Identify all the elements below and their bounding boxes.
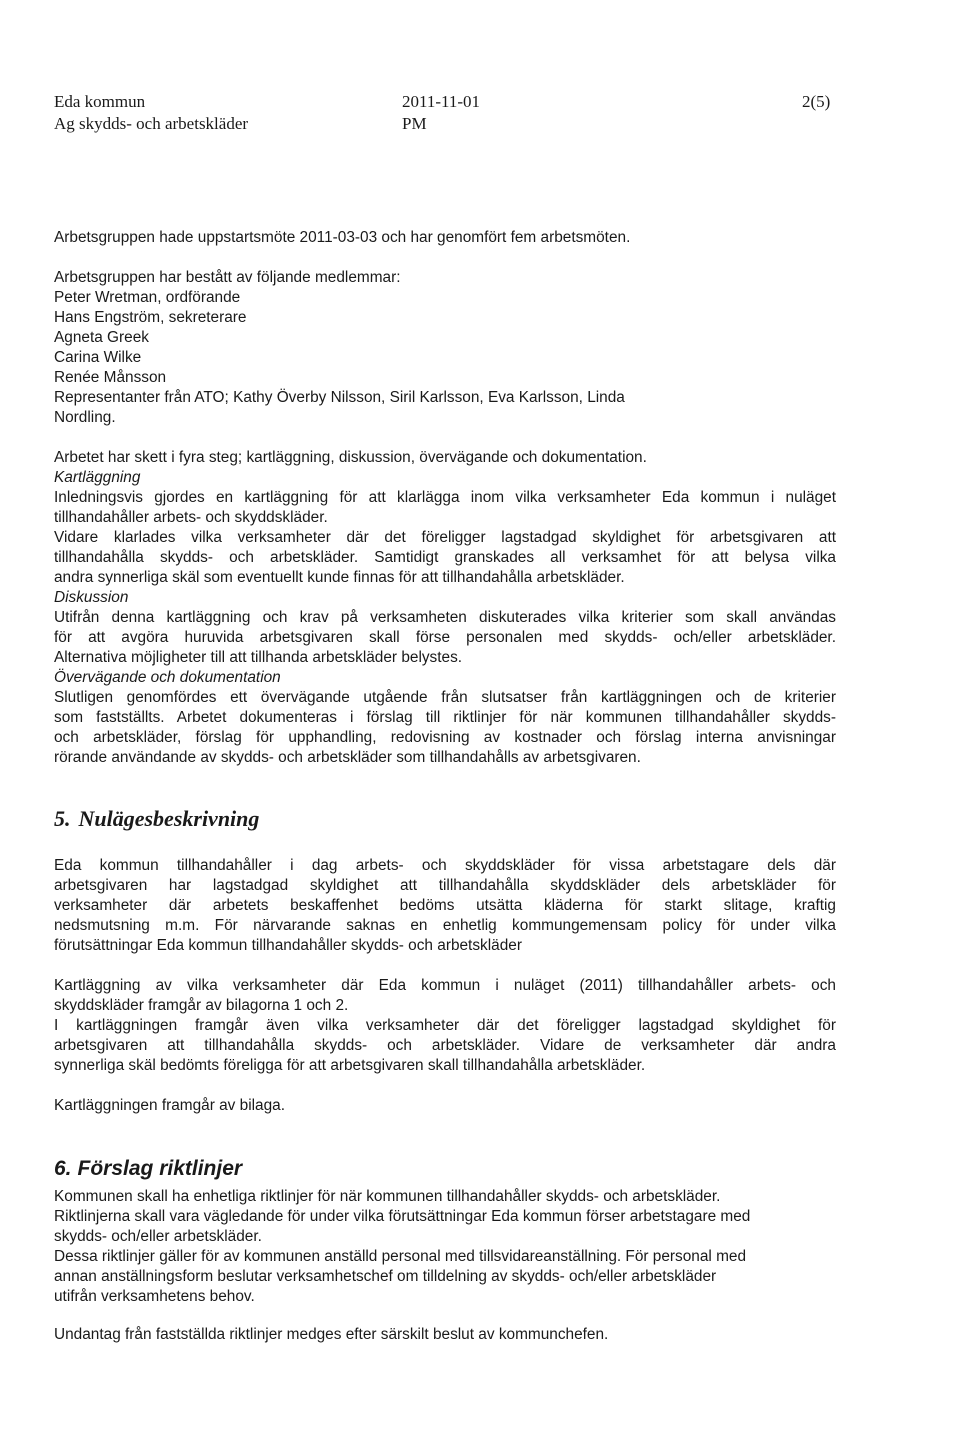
header-doc-type: PM: [402, 114, 427, 133]
member-item: Peter Wretman, ordförande: [54, 289, 241, 306]
subheading-kartlaggning: Kartläggning: [54, 469, 141, 486]
text-line: Riktlinjerna skall vara vägledande för under vilka förutsättningar Eda kommun förser arbetstagare med: [54, 1208, 751, 1225]
member-item: Carina Wilke: [54, 349, 142, 366]
text-line: tillhandahåller arbets- och skyddskläder.: [54, 509, 328, 526]
text-line: I kartläggningen framgår även vilka verksamheter där det föreligger lagstadgad skyldighet för: [54, 1017, 836, 1034]
text-line: Dessa riktlinjer gäller för av kommunen anställd personal med tillsvidareanställning. För personal med: [54, 1248, 747, 1265]
text-line: verksamheter där arbetets beskaffenhet bedöms utsätta kläderna för starkt slitage, kraftig: [54, 897, 836, 914]
text-line: skydds- och/eller arbetskläder.: [54, 1228, 262, 1245]
section-6-paragraph-1: [54, 1187, 836, 1307]
ato-line: Representanter från ATO; Kathy Överby Nilsson, Siril Karlsson, Eva Karlsson, Linda: [54, 389, 625, 406]
section-5-paragraph-3: [54, 1096, 836, 1116]
subheading-overvagande: Övervägande och dokumentation: [54, 669, 281, 686]
section-6-paragraph-2: [54, 1325, 836, 1345]
ato-line: Nordling.: [54, 409, 116, 426]
text-line: Alternativa möjligheter till att tillhanda arbetskläder belystes.: [54, 649, 463, 666]
text-line: synnerliga skäl bedömts föreligga för att arbetsgivaren skall tillhandahålla arbetskläder.: [54, 1057, 646, 1074]
process-section: [54, 448, 836, 768]
text-line: annan anställningsform beslutar verksamhetschef om tilldelning av skydds- och/eller arbetskläder: [54, 1268, 717, 1285]
section-6-heading: [54, 1156, 242, 1182]
text-line: Kartläggning av vilka verksamheter där Eda kommun i nuläget (2011) tillhandahåller arbets- och: [54, 977, 836, 994]
kickoff-text: Arbetsgruppen hade uppstartsmöte 2011-03-03 och har genomfört fem arbetsmöten.: [54, 229, 631, 246]
text-line: Slutligen genomfördes ett övervägande utgående från slutsatser från kartläggningen och de kriterier: [54, 689, 836, 706]
text-line: som fastställts. Arbetet dokumenteras i förslag till riktlinjer för när kommunen tillhandahåller skydds-: [54, 709, 836, 726]
text-line: Undantag från fastställda riktlinjer medges efter särskilt beslut av kommunchefen.: [54, 1326, 609, 1343]
header-org: Eda kommun: [54, 92, 146, 111]
header-right: [802, 91, 830, 113]
header-date: 2011-11-01: [402, 92, 481, 111]
subheading-diskussion: Diskussion: [54, 589, 129, 606]
text-line: Kommunen skall ha enhetliga riktlinjer för när kommunen tillhandahåller skydds- och arbetskläder.: [54, 1188, 721, 1205]
text-line: Kartläggningen framgår av bilaga.: [54, 1097, 286, 1114]
text-line: och arbetskläder, förslag för upphandling, redovisning av kostnader och förslag interna anvisningar: [54, 729, 836, 746]
member-item: Renée Månsson: [54, 369, 167, 386]
section-5-paragraph-2: [54, 976, 836, 1076]
members-intro: Arbetsgruppen har bestått av följande medlemmar:: [54, 269, 401, 286]
header-left: [54, 91, 248, 135]
text-line: Inledningsvis gjordes en kartläggning för att klarlägga inom vilka verksamheter Eda kommun i nuläget: [54, 489, 836, 506]
text-line: förutsättningar Eda kommun tillhandahåller skydds- och arbetskläder: [54, 937, 522, 954]
text-line: rörande användande av skydds- och arbetskläder som tillhandahålls av arbetsgivaren.: [54, 749, 641, 766]
text-line: nedsmutsning m.m. För närvarande saknas en enhetlig kommungemensam policy för under vilka: [54, 917, 836, 934]
text-line: för att avgöra huruvida arbetsgivaren skall förse personalen med skydds- och/eller arbetskläder.: [54, 629, 836, 646]
members-paragraph: [54, 268, 836, 428]
section-5-title: Nulägesbeskrivning: [78, 806, 260, 831]
text-line: andra synnerliga skäl som eventuellt kunde finnas för att tillhandahålla arbetskläder.: [54, 569, 625, 586]
section-6-title: Förslag riktlinjer: [77, 1157, 243, 1180]
member-item: Agneta Greek: [54, 329, 149, 346]
section-5-paragraph-1: [54, 856, 836, 956]
header-subject: Ag skydds- och arbetskläder: [54, 114, 249, 133]
text-line: Vidare klarlades vilka verksamheter där det föreligger lagstadgad skyldighet för arbetsgivaren att: [54, 529, 836, 546]
text-line: arbetsgivaren har lagstadgad skyldighet att tillhandahålla skyddskläder dels arbetskläder för: [54, 877, 836, 894]
kickoff-paragraph: [54, 228, 836, 248]
text-line: utifrån verksamhetens behov.: [54, 1288, 255, 1305]
text-line: arbetsgivaren att tillhandahålla skydds- och arbetskläder. Vidare de verksamheter där andra: [54, 1037, 836, 1054]
header-center: [402, 91, 480, 135]
page-number: 2(5): [802, 92, 831, 111]
member-item: Hans Engström, sekreterare: [54, 309, 247, 326]
text-line: tillhandahålla skydds- och arbetskläder. Samtidigt granskades all verksamhet för att belysa vilka: [54, 549, 836, 566]
section-5-heading: [54, 806, 259, 832]
text-line: skyddskläder framgår av bilagorna 1 och 2.: [54, 997, 349, 1014]
section-5-number: 5.: [54, 806, 71, 831]
text-line: Eda kommun tillhandahåller i dag arbets- och skyddskläder för vissa arbetstagare dels där: [54, 857, 836, 874]
steps-text: Arbetet har skett i fyra steg; kartläggning, diskussion, övervägande och dokumentation.: [54, 449, 647, 466]
text-line: Utifrån denna kartläggning och krav på verksamheten diskuterades vilka kriterier som skall användas: [54, 609, 836, 626]
section-6-number: 6.: [54, 1157, 72, 1180]
